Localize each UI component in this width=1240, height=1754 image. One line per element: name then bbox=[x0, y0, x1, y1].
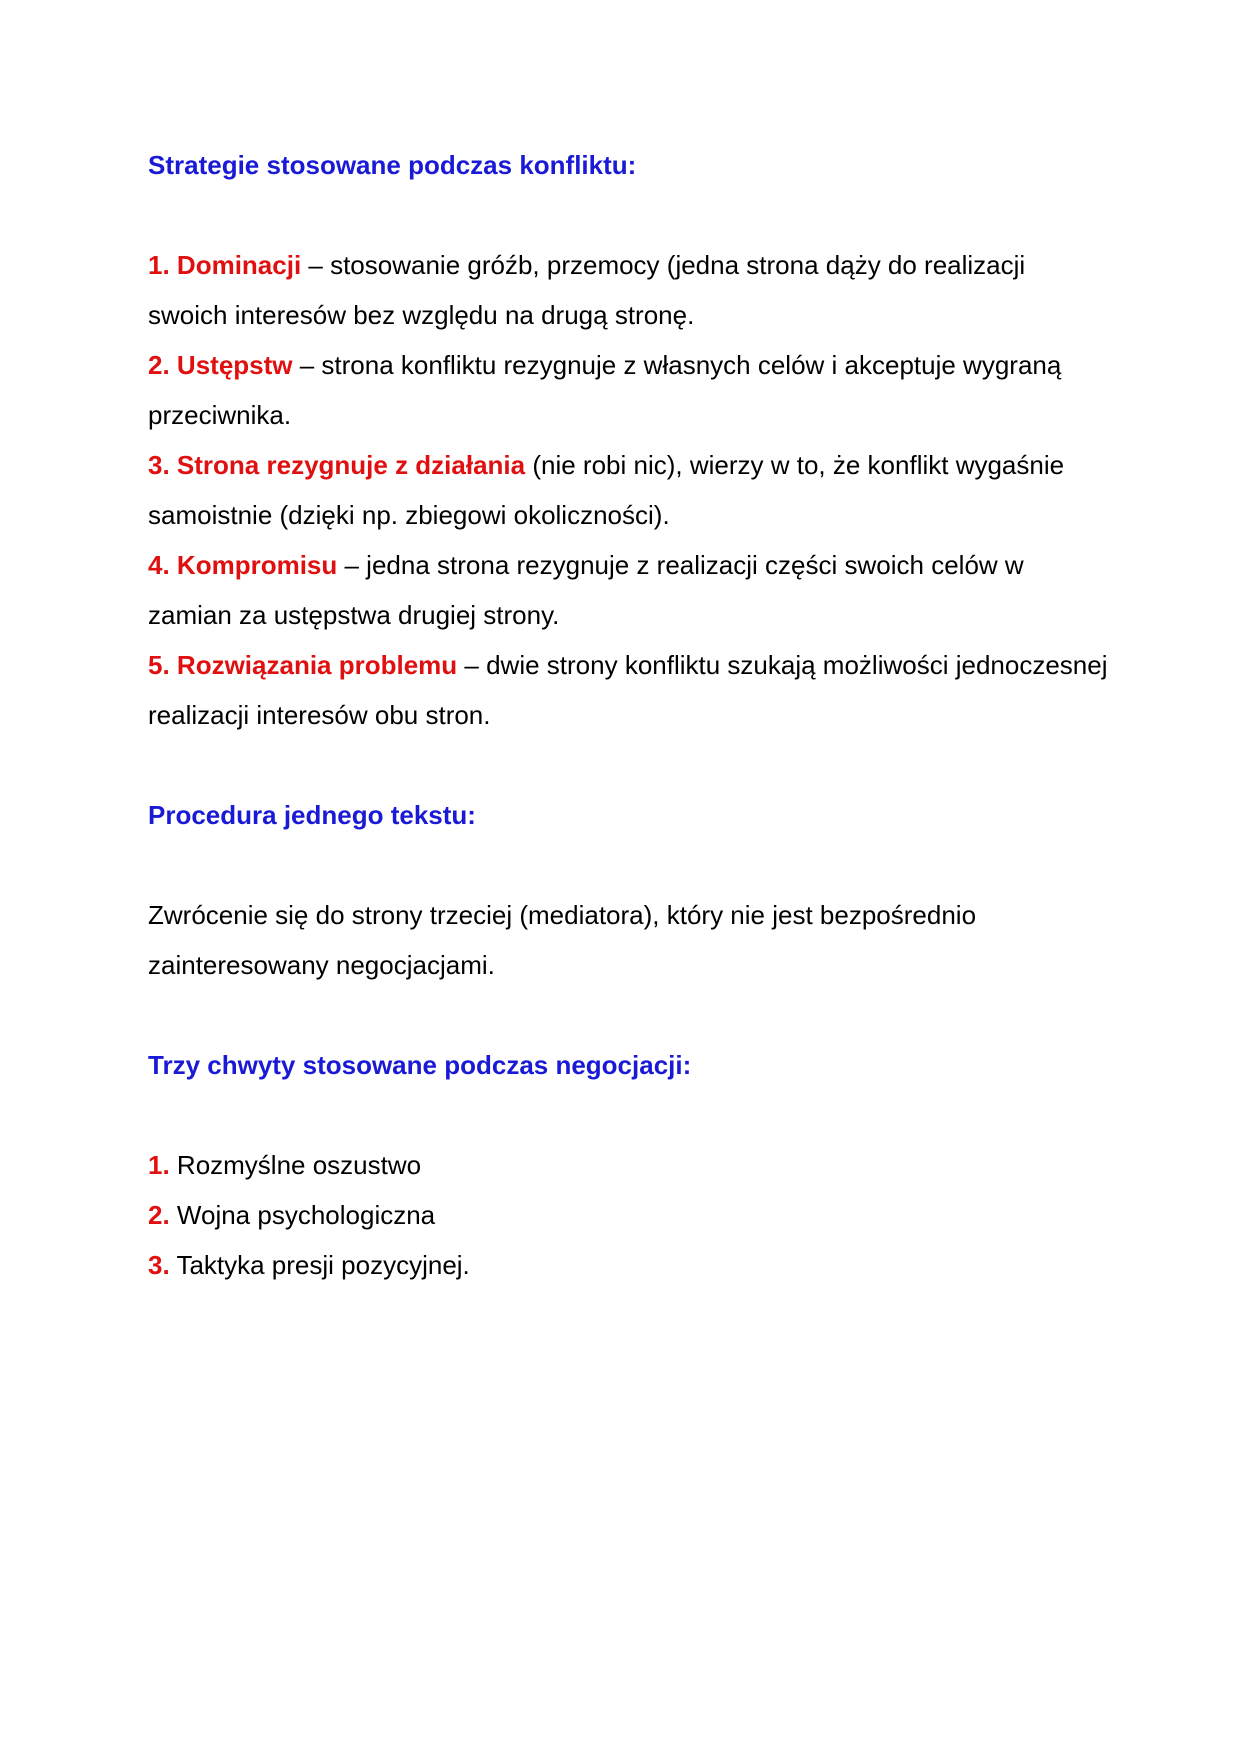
item-term: Dominacji bbox=[176, 250, 302, 280]
list-item-strategy-5 bbox=[148, 640, 1108, 740]
item-term: Ustępstw bbox=[176, 350, 293, 380]
spacer bbox=[148, 840, 1108, 890]
list-item-strategy-3 bbox=[148, 440, 1108, 540]
item-number: 3. bbox=[148, 1250, 170, 1280]
item-text: – stosowanie gróźb, przemocy (jedna strona dąży do realizacji swoich interesów bez względu na drugą stronę. bbox=[148, 250, 1026, 330]
list-item-strategy-1 bbox=[148, 240, 1108, 340]
spacer bbox=[148, 190, 1108, 240]
spacer bbox=[148, 740, 1108, 790]
item-term: Kompromisu bbox=[176, 550, 338, 580]
item-text: – jedna strona rezygnuje z realizacji części swoich celów w zamian za ustępstwa drugiej strony. bbox=[148, 550, 1024, 630]
list-item-tactic-3 bbox=[148, 1240, 1108, 1290]
spacer bbox=[148, 990, 1108, 1040]
list-item-strategy-4 bbox=[148, 540, 1108, 640]
section-heading-strategies: Strategie stosowane podczas konfliktu: bbox=[148, 150, 637, 180]
item-number: 3. bbox=[148, 450, 170, 480]
list-item-strategy-2 bbox=[148, 340, 1108, 440]
document-page bbox=[148, 140, 1108, 1290]
item-text: – strona konfliktu rezygnuje z własnych celów i akceptuje wygraną przeciwnika. bbox=[148, 350, 1062, 430]
list-item-tactic-1 bbox=[148, 1140, 1108, 1190]
item-number: 2. bbox=[148, 350, 170, 380]
item-term: Rozwiązania problemu bbox=[176, 650, 458, 680]
item-number: 4. bbox=[148, 550, 170, 580]
item-number: 1. bbox=[148, 250, 170, 280]
list-item-tactic-2 bbox=[148, 1190, 1108, 1240]
section-heading-tactics: Trzy chwyty stosowane podczas negocjacji: bbox=[148, 1050, 692, 1080]
item-term: Strona rezygnuje z działania bbox=[176, 450, 526, 480]
item-number: 2. bbox=[148, 1200, 170, 1230]
item-text: Taktyka presji pozycyjnej. bbox=[169, 1250, 470, 1280]
item-text: Rozmyślne oszustwo bbox=[169, 1150, 422, 1180]
item-text: (nie robi nic), wierzy w to, że konflikt wygaśnie samoistnie (dzięki np. zbiegowi okoliczności). bbox=[148, 450, 1065, 530]
item-text: Wojna psychologiczna bbox=[169, 1200, 436, 1230]
procedure-paragraph: Zwrócenie się do strony trzeciej (mediatora), który nie jest bezpośrednio zainteresowany negocjacjami. bbox=[148, 900, 977, 980]
item-text: – dwie strony konfliktu szukają możliwości jednoczesnej realizacji interesów obu stron. bbox=[148, 650, 1108, 730]
spacer bbox=[148, 1090, 1108, 1140]
section-heading-procedure: Procedura jednego tekstu: bbox=[148, 800, 476, 830]
item-number: 5. bbox=[148, 650, 170, 680]
item-number: 1. bbox=[148, 1150, 170, 1180]
